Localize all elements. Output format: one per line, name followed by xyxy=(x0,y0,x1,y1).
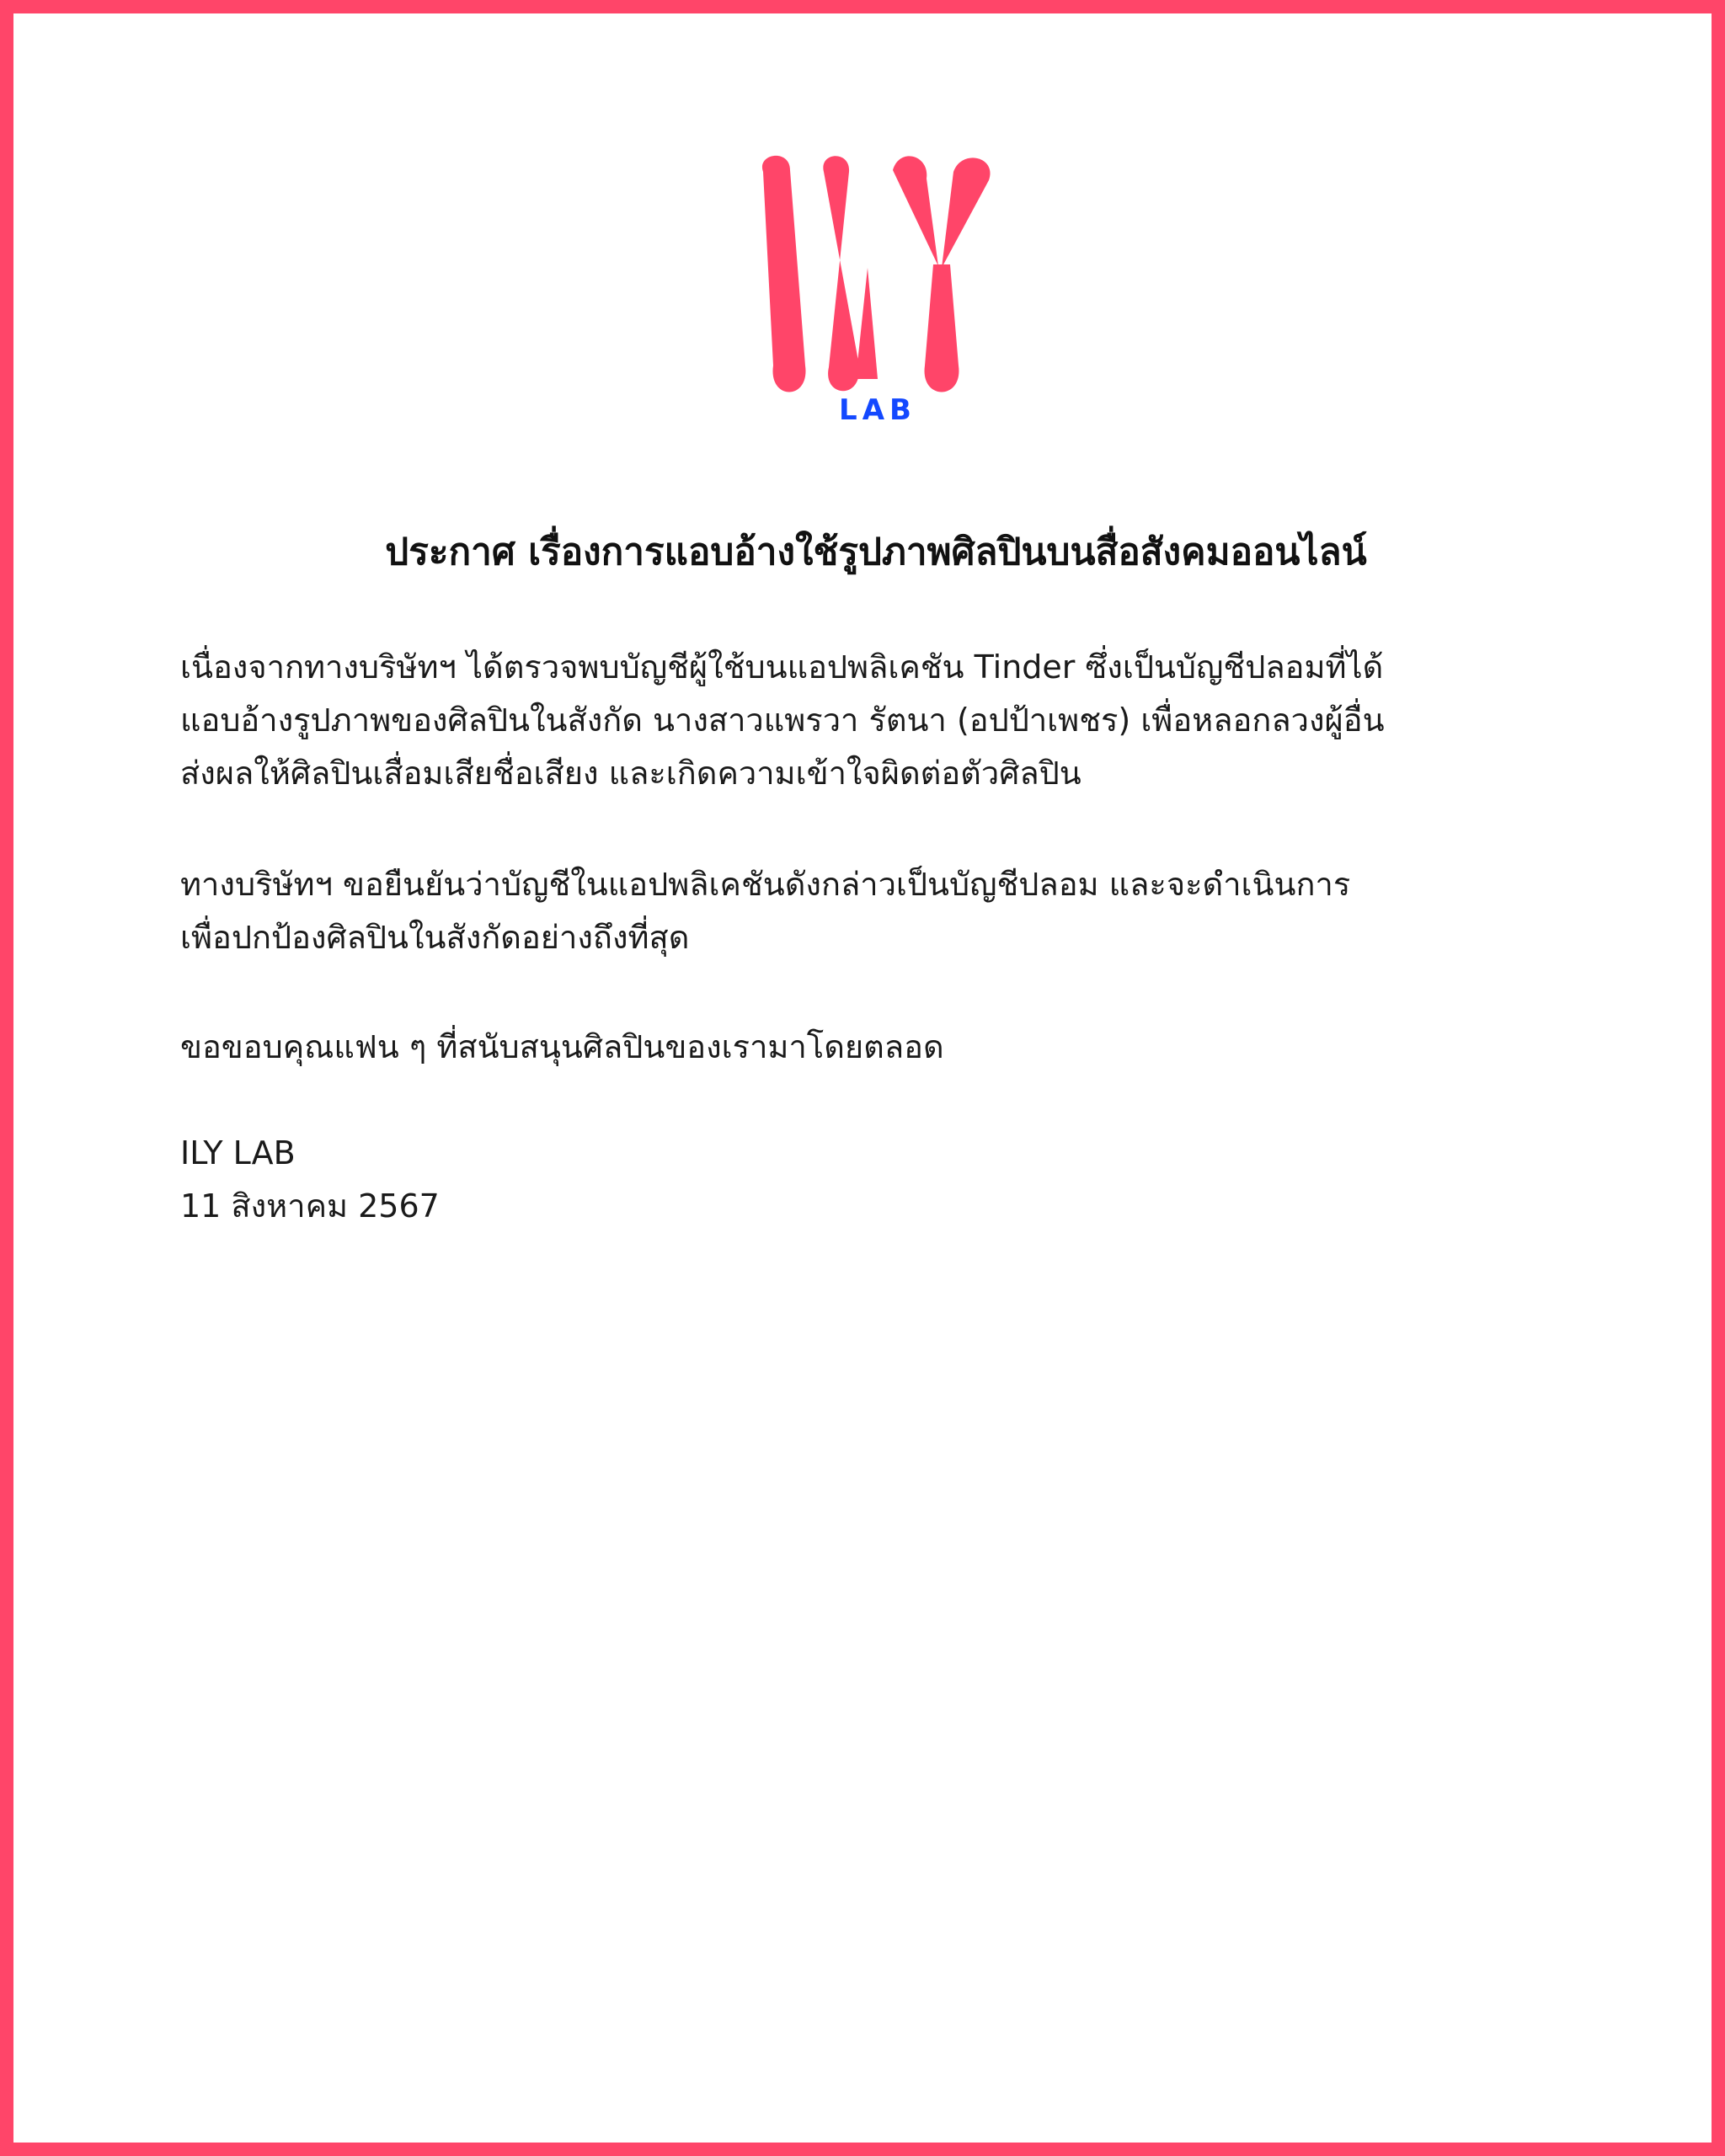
paragraph-line: ขอขอบคุณแฟน ๆ ที่สนับสนุนศิลปินของเรามาโดยตลอด xyxy=(180,1028,944,1065)
announcement-title: ประกาศ เรื่องการแอบอ้างใช้รูปภาพศิลปินบนสื่อสังคมออนไลน์ xyxy=(385,531,1367,574)
logo-lab-text: LAB xyxy=(839,393,916,426)
signature-company: ILY LAB xyxy=(180,1134,296,1171)
paragraph-confirmation xyxy=(180,858,1562,964)
signature-block xyxy=(180,1127,1562,1233)
ily-lab-logo xyxy=(751,148,1004,426)
paragraph-line: แอบอ้างรูปภาพของศิลปินในสังกัด นางสาวแพรวา รัตนา (อปป้าเพชร) เพื่อหลอกลวงผู้อื่น xyxy=(180,702,1385,739)
paragraph-incident xyxy=(180,641,1562,800)
paragraph-line: ส่งผลให้ศิลปินเสื่อมเสียชื่อเสียง และเกิดความเข้าใจผิดต่อตัวศิลปิน xyxy=(180,755,1081,792)
paragraph-line: ทางบริษัทฯ ขอยืนยันว่าบัญชีในแอปพลิเคชันดังกล่าวเป็นบัญชีปลอม และจะดำเนินการ xyxy=(180,866,1351,903)
paragraph-thanks xyxy=(180,1021,1562,1074)
paragraph-line: เนื่องจากทางบริษัทฯ ได้ตรวจพบบัญชีผู้ใช้บนแอปพลิเคชัน Tinder ซึ่งเป็นบัญชีปลอมที่ได้ xyxy=(180,648,1384,686)
signature-date: 11 สิงหาคม 2567 xyxy=(180,1187,440,1225)
paragraph-line: เพื่อปกป้องศิลปินในสังกัดอย่างถึงที่สุด xyxy=(180,919,690,956)
